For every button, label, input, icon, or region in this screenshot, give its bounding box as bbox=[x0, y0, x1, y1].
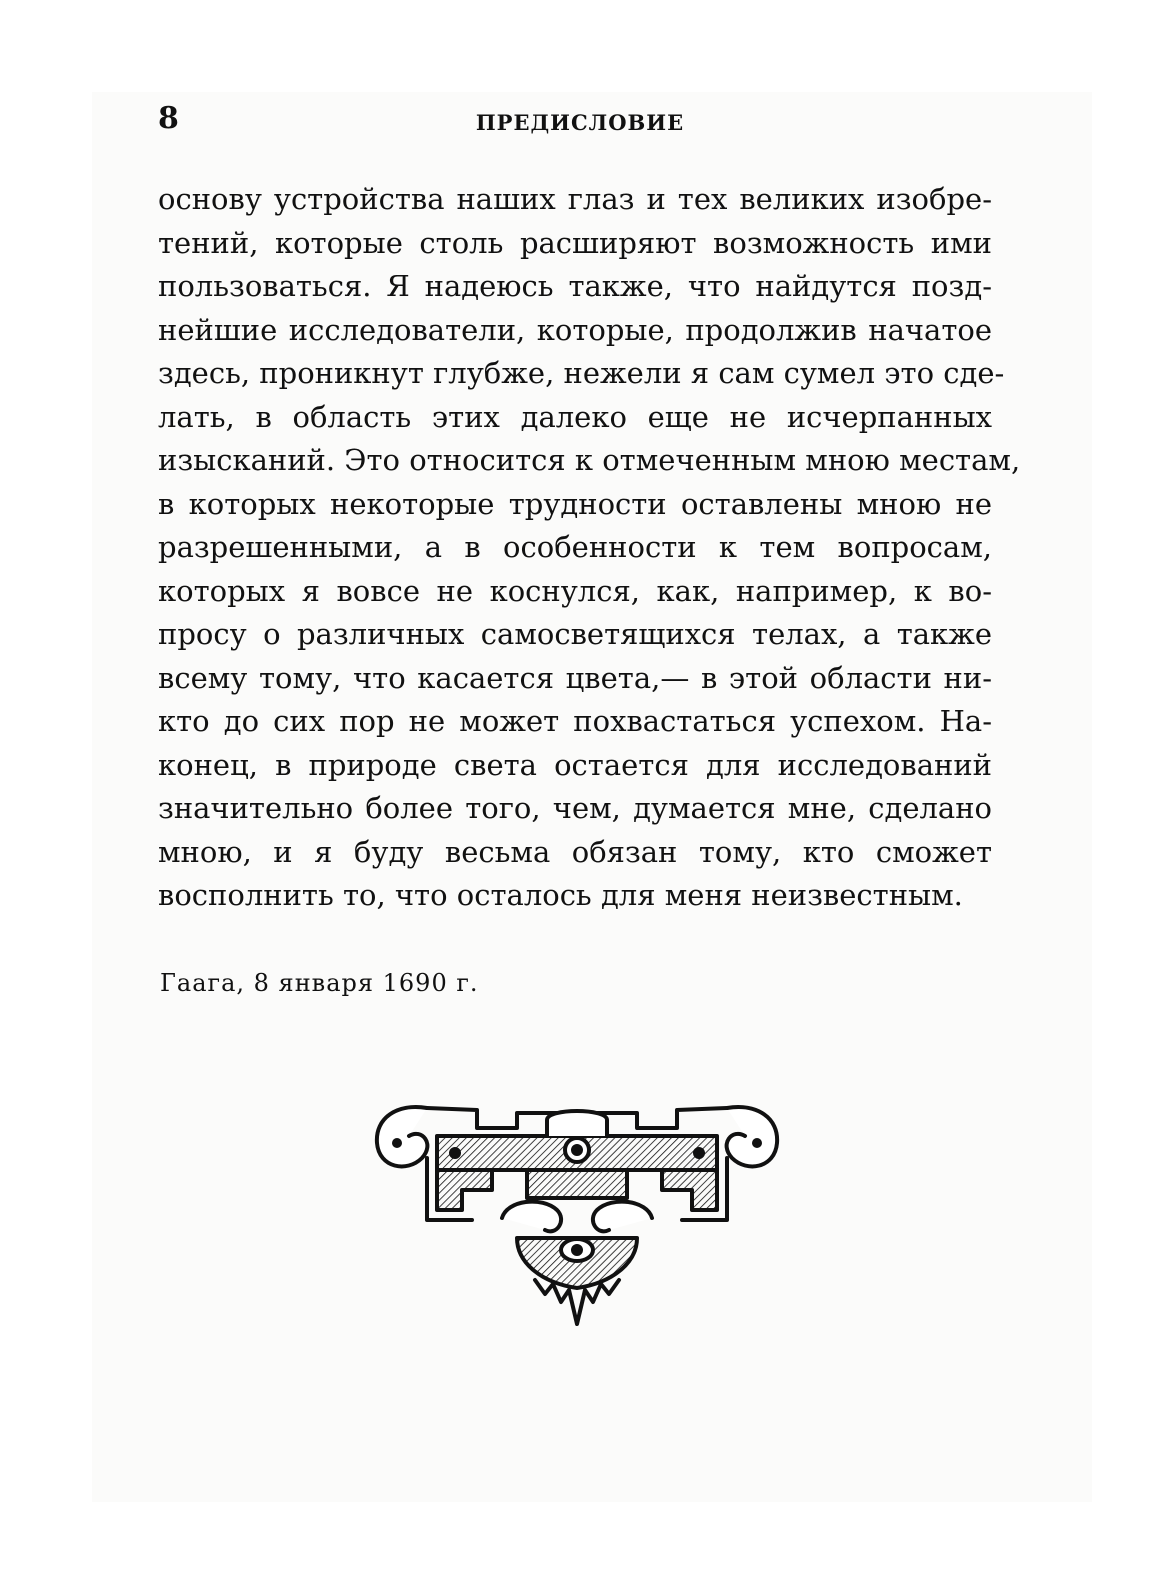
text-line: пользоваться. Я надеюсь также, что найдутся позд- bbox=[158, 269, 992, 303]
text-line: здесь, проникнут глубже, нежели я сам сумел это сде- bbox=[158, 356, 1005, 390]
text-line: в которых некоторые трудности оставлены мною не bbox=[158, 486, 992, 521]
text-line: основу устройства наших глаз и тех великих изобре- bbox=[158, 182, 992, 216]
text-line: кто до сих пор не может похвастаться успехом. На- bbox=[158, 704, 992, 738]
text-line: изысканий. Это относится к отмеченным мною местам, bbox=[158, 443, 1021, 477]
place-date-signature: Гаага, 8 января 1690 г. bbox=[160, 969, 479, 997]
text-line: мною, и я буду весьма обязан тому, кто сможет bbox=[158, 834, 992, 869]
body-text bbox=[158, 178, 1021, 918]
text-line: лать, в область этих далеко еще не исчерпанных bbox=[158, 399, 992, 434]
text-line: просу о различных самосветящихся телах, а также bbox=[158, 617, 992, 651]
page-number: 8 bbox=[158, 101, 179, 136]
text-line: всему тому, что касается цвета,— в этой области ни- bbox=[158, 660, 992, 695]
text-line: конец, в природе света остается для исследований bbox=[158, 747, 992, 782]
text-line: тений, которые столь расширяют возможность ими bbox=[158, 225, 992, 260]
text-line-last: восполнить то, что осталось для меня неизвестным. bbox=[158, 878, 963, 912]
text-line: нейшие исследователи, которые, продолжив начатое bbox=[158, 312, 992, 347]
text-line: которых я вовсе не коснулся, как, например, к во- bbox=[158, 573, 992, 608]
ornamental-tailpiece-icon bbox=[367, 1088, 787, 1340]
text-line: значительно более того, чем, думается мне, сделано bbox=[158, 791, 992, 825]
running-head: ПРЕДИСЛОВИЕ bbox=[475, 110, 685, 135]
text-line: разрешенными, а в особенности к тем вопросам, bbox=[158, 530, 992, 564]
